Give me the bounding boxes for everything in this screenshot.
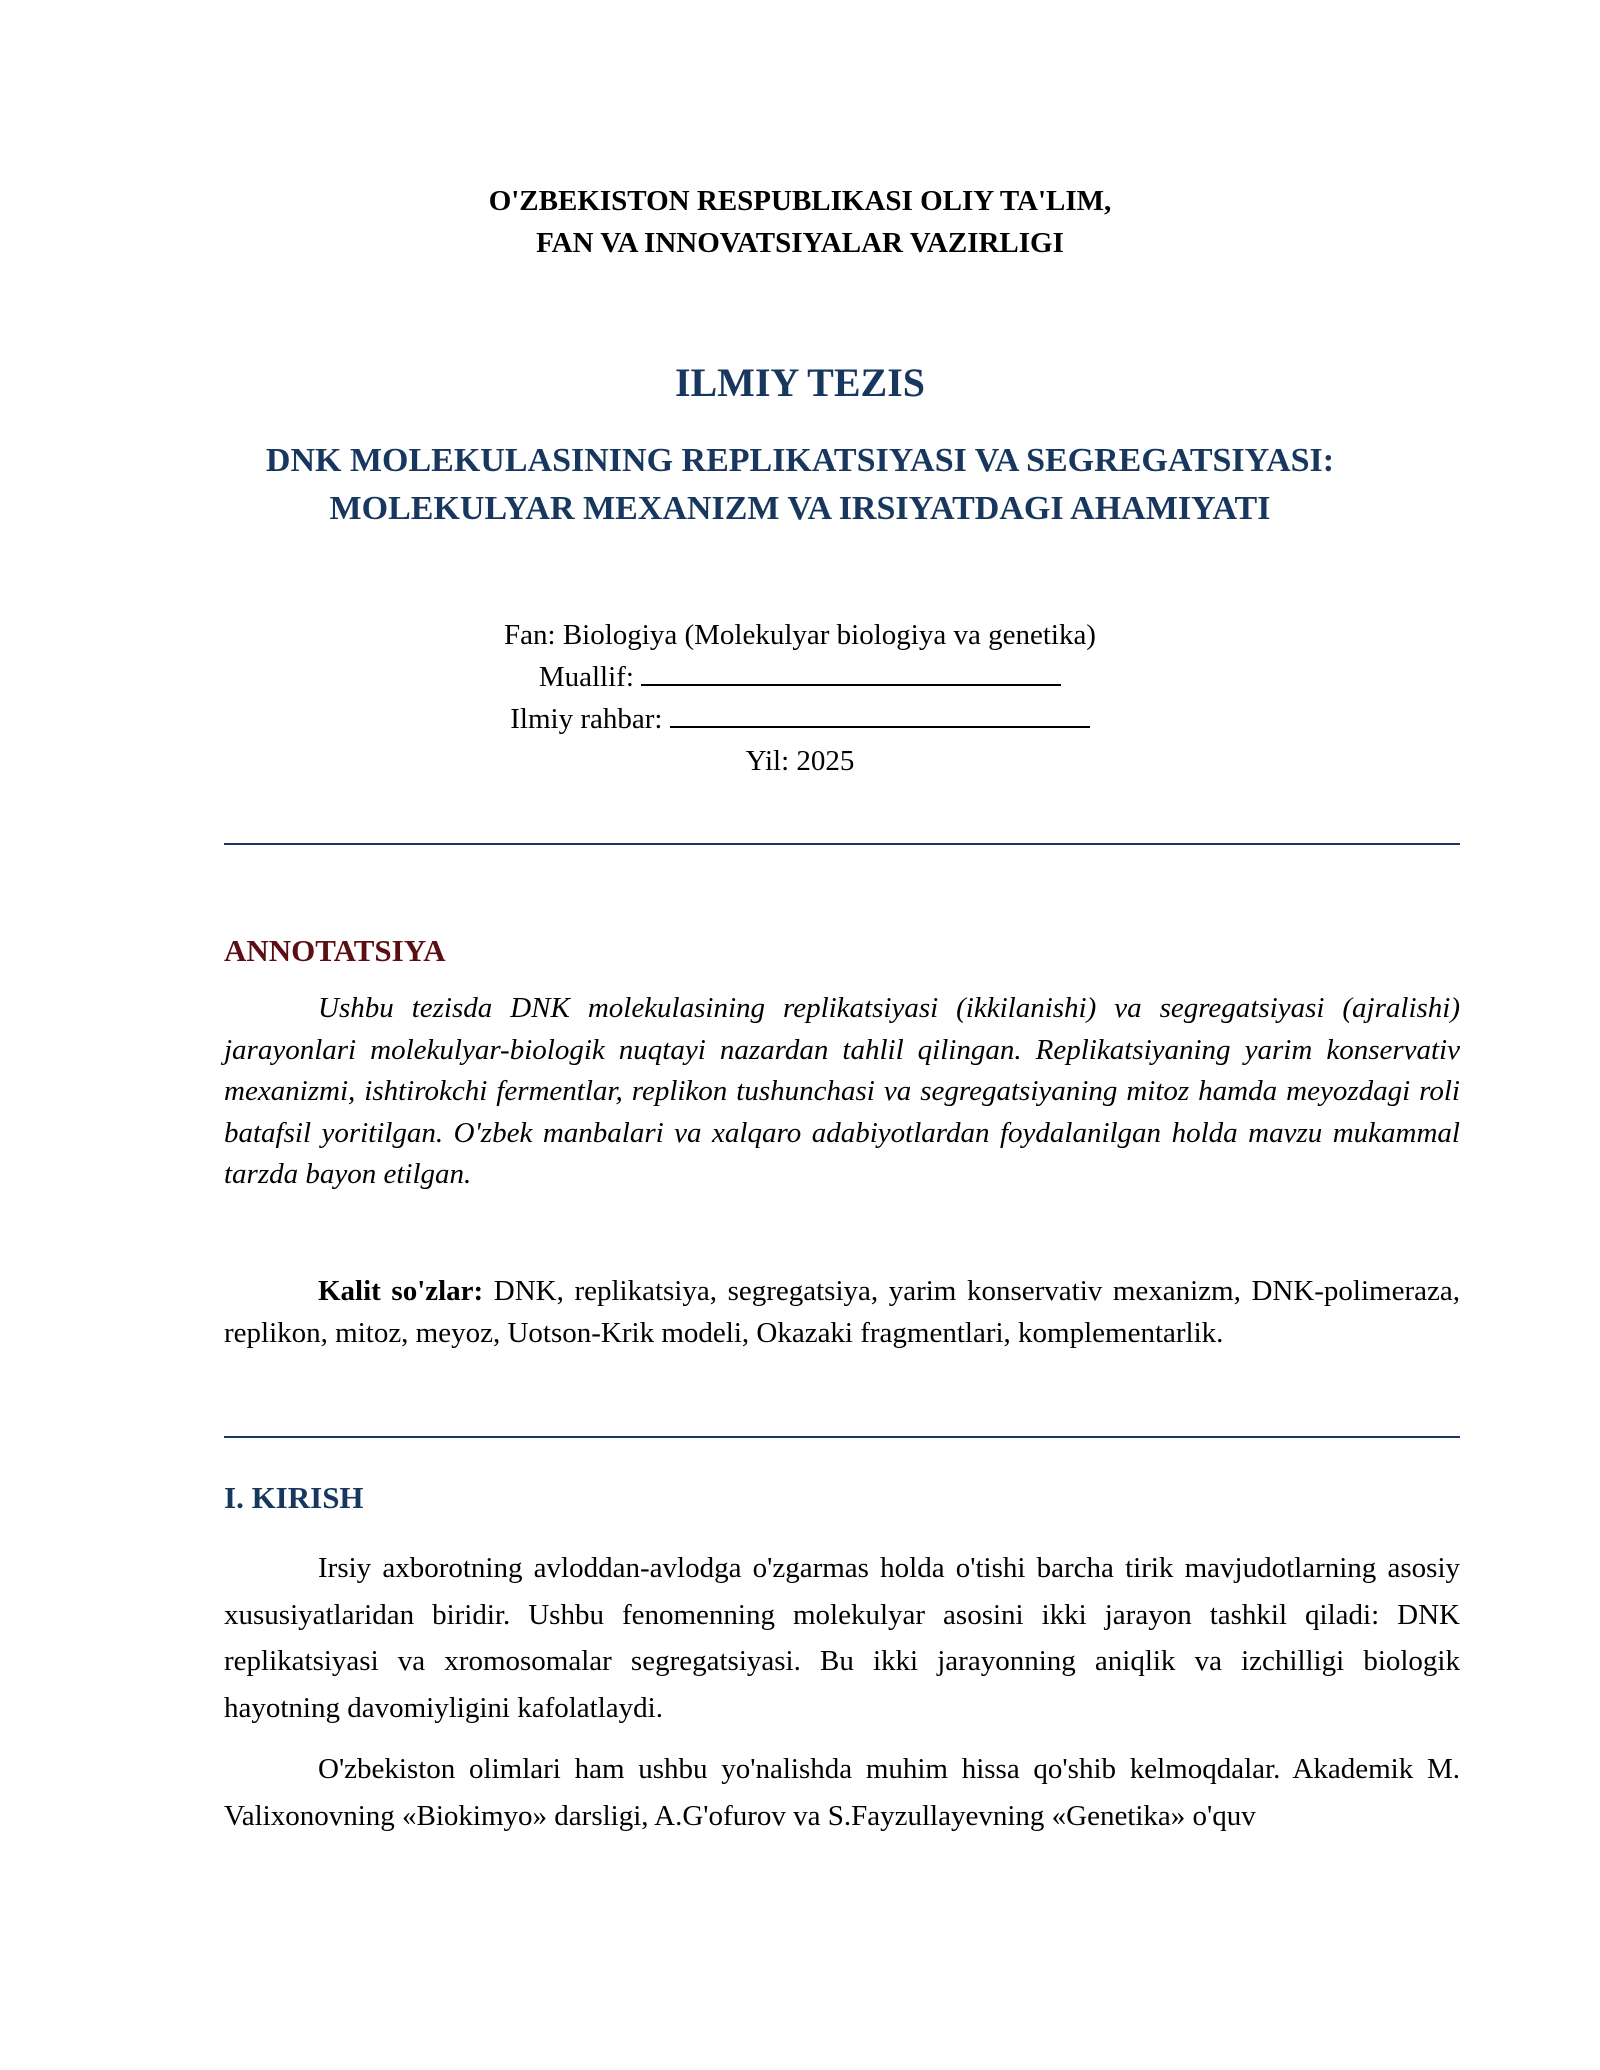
supervisor-blank bbox=[670, 700, 1090, 728]
keywords-label: Kalit so'zlar: bbox=[318, 1275, 484, 1307]
year-line: Yil: 2025 bbox=[745, 745, 855, 777]
ministry-header bbox=[0, 180, 1600, 264]
document-title bbox=[0, 437, 1600, 533]
document-type: ILMIY TEZIS bbox=[674, 360, 926, 405]
supervisor-line bbox=[0, 698, 1600, 740]
title-line-2: MOLEKULYAR MEXANIZM VA IRSIYATDAGI AHAMIYATI bbox=[329, 490, 1271, 527]
author-label: Muallif: bbox=[538, 661, 634, 693]
subject-line: Fan: Biologiya (Molekulyar biologiya va genetika) bbox=[504, 619, 1096, 651]
keywords-paragraph bbox=[224, 1271, 1460, 1354]
title-line-1: DNK MOLEKULASINING REPLIKATSIYASI VA SEGREGATSIYASI: bbox=[265, 442, 1335, 479]
annotation-heading: ANNOTATSIYA bbox=[224, 933, 446, 968]
divider-middle bbox=[224, 1436, 1460, 1438]
supervisor-label: Ilmiy rahbar: bbox=[510, 703, 663, 735]
introduction-paragraph-1: Irsiy axborotning avloddan-avlodga o'zgarmas holda o'tishi barcha tirik mavjudotlarning asosiy xususiyatlaridan biridir. Ushbu fenomenning molekulyar asosini ikki jarayon tashkil qiladi: DNK replikatsiyasi va xromosomalar segregatsiyasi. Bu ikki jarayonning aniqlik va izchilligi biologik hayotning davomiyligini kafolatlaydi. bbox=[224, 1552, 1460, 1724]
document-meta bbox=[0, 614, 1600, 782]
ministry-line-2: FAN VA INNOVATSIYALAR VAZIRLIGI bbox=[536, 227, 1064, 259]
keywords-text: DNK, replikatsiya, segregatsiya, yarim konservativ mexanizm, DNK-polimeraza, replikon, mitoz, meyoz, Uotson-Krik modeli, Okazaki fragmentlari, komplementarlik. bbox=[224, 1275, 1460, 1349]
divider-top bbox=[224, 843, 1460, 845]
author-blank bbox=[641, 658, 1061, 686]
ministry-line-1: O'ZBEKISTON RESPUBLIKASI OLIY TA'LIM, bbox=[488, 185, 1112, 217]
introduction-paragraph-2: O'zbekiston olimlari ham ushbu yo'nalishda muhim hissa qo'shib kelmoqdalar. Akademik M. Valixonovning «Biokimyo» darsligi, A.G'ofurov va S.Fayzullayevning «Genetika» o'quv bbox=[224, 1753, 1460, 1832]
annotation-text: Ushbu tezisda DNK molekulasining replikatsiyasi (ikkilanishi) va segregatsiyasi (ajralishi) jarayonlari molekulyar-biologik nuqtayi nazardan tahlil qilingan. Replikatsiyaning yarim konservativ mexanizmi, ishtirokchi fermentlar, replikon tushunchasi va segregatsiyaning mitoz hamda meyozdagi roli batafsil yoritilgan. O'zbek manbalari va xalqaro adabiyotlardan foydalanilgan holda mavzu mukammal tarzda bayon etilgan. bbox=[224, 992, 1460, 1190]
author-line bbox=[0, 656, 1600, 698]
introduction-heading: I. KIRISH bbox=[224, 1480, 364, 1515]
